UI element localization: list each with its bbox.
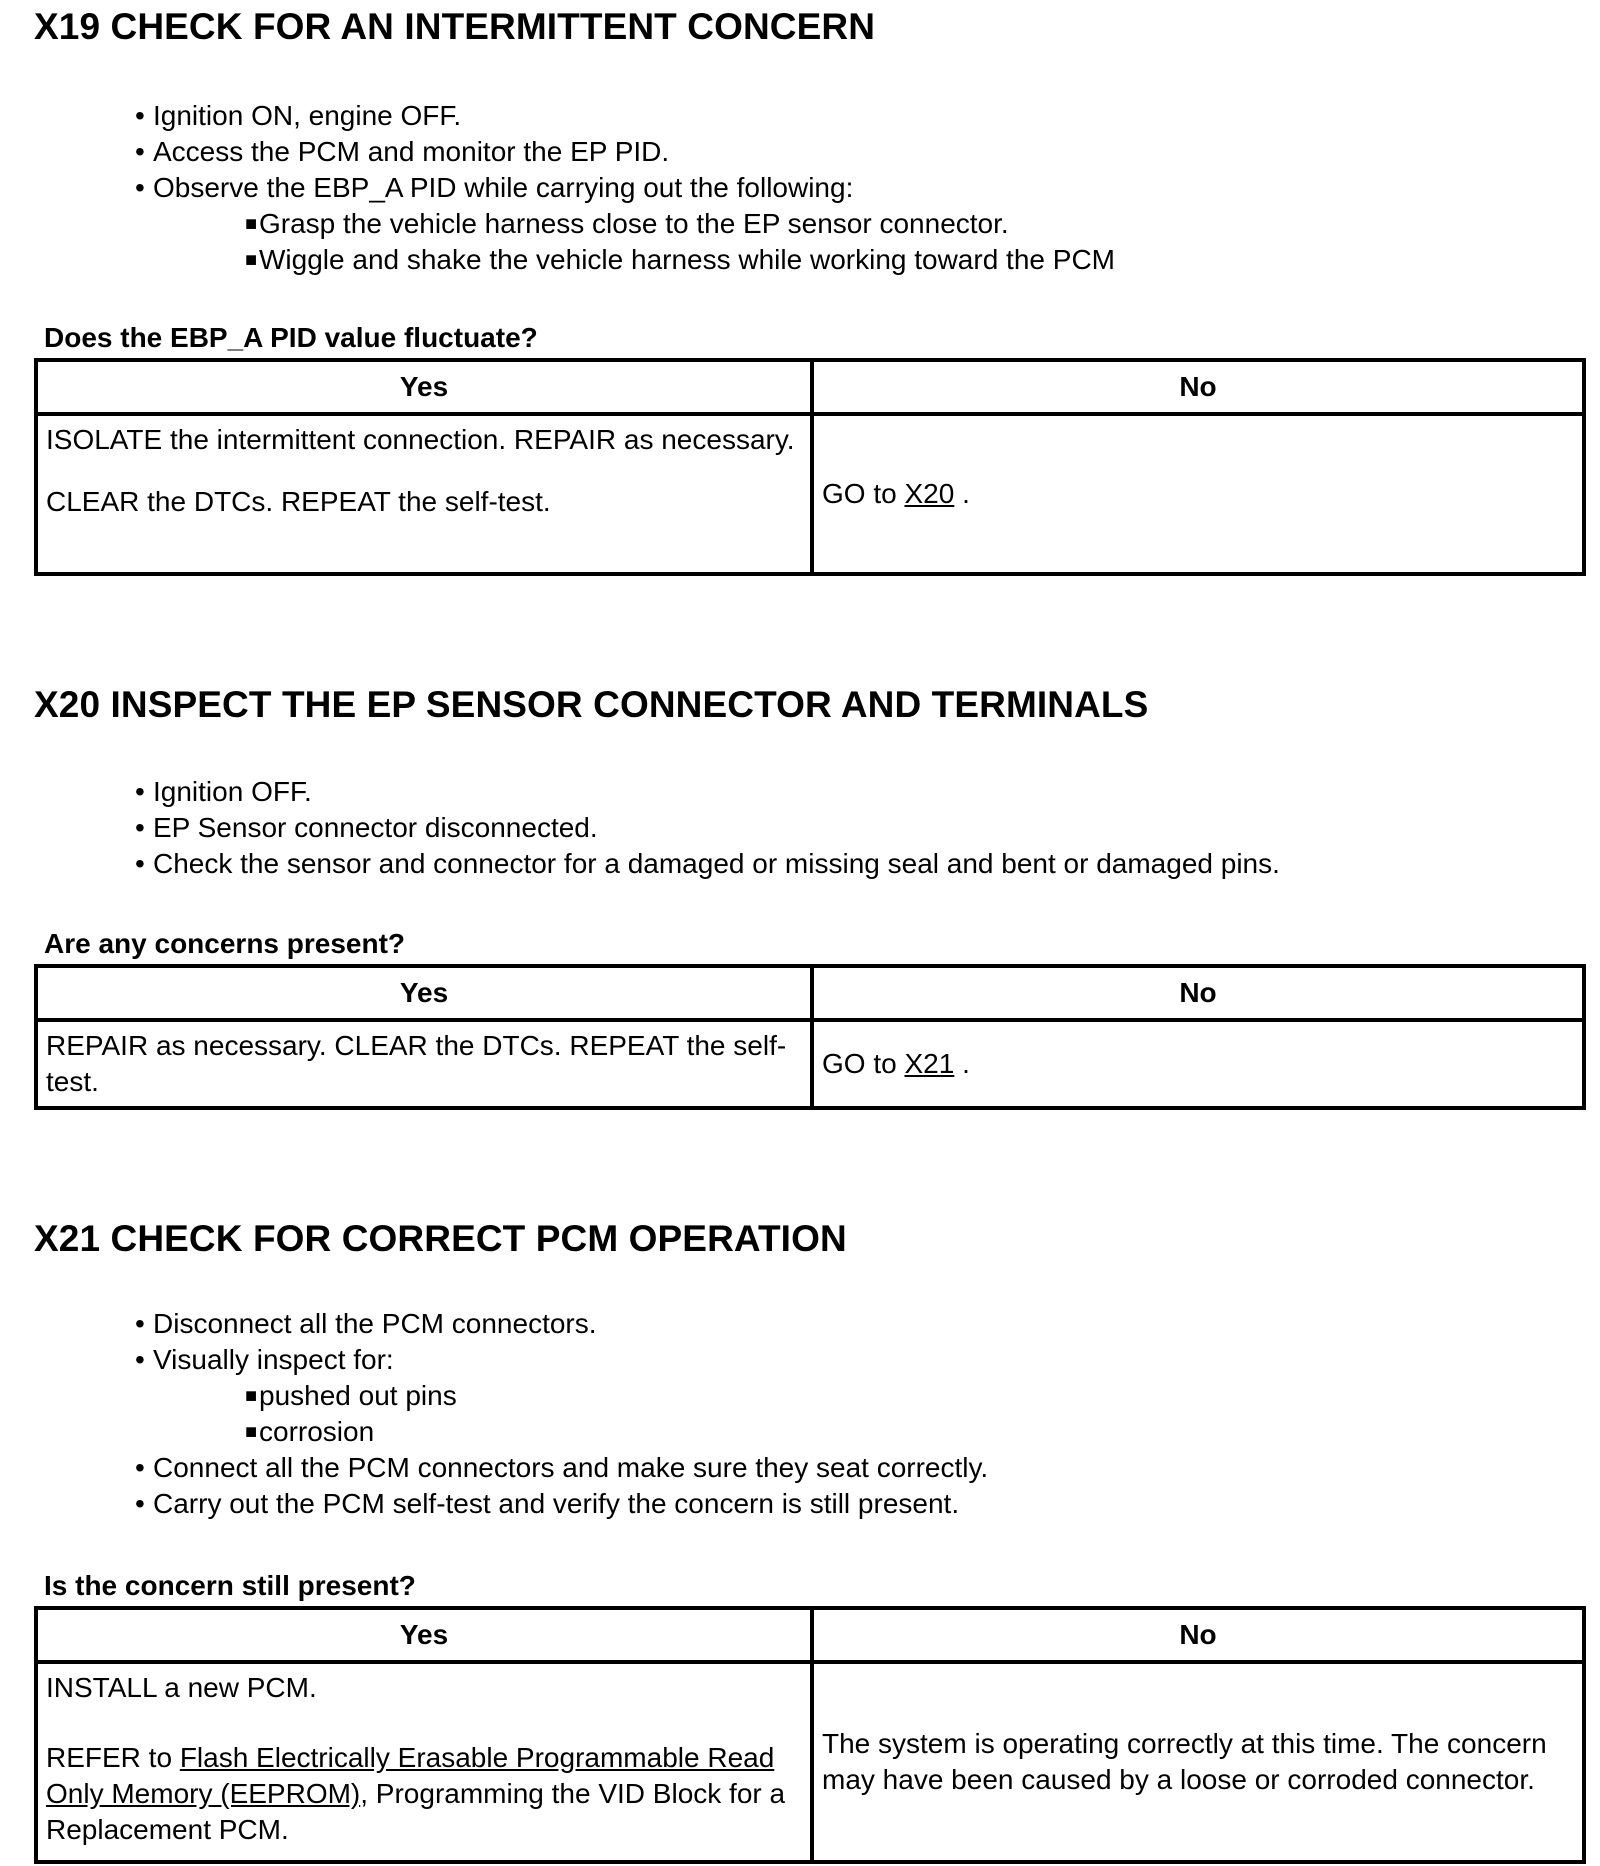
square-bullet-icon: ■: [245, 1421, 258, 1443]
step-title: X19 CHECK FOR AN INTERMITTENT CONCERN: [34, 6, 876, 47]
step-x20-instructions: [135, 774, 1280, 882]
bullet-dot-icon: •: [135, 136, 145, 167]
bullet-dot-icon: •: [135, 1488, 145, 1519]
bullet-item: • Observe the EBP_A PID while carrying out the following:: [135, 170, 1115, 206]
step-x21-question: Is the concern still present?: [44, 1570, 416, 1601]
yes-header: Yes: [36, 360, 812, 414]
bullet-item: • Connect all the PCM connectors and make sure they seat correctly.: [135, 1450, 988, 1486]
step-x19-question: Does the EBP_A PID value fluctuate?: [44, 322, 538, 353]
bullet-dot-icon: •: [135, 812, 145, 843]
bullet-dot-icon: •: [135, 848, 145, 879]
no-header: No: [812, 360, 1584, 414]
bullet-dot-icon: •: [135, 1452, 145, 1483]
no-suffix: .: [962, 478, 970, 509]
yes-instruction: CLEAR the DTCs. REPEAT the self-test.: [46, 486, 551, 517]
bullet-item: • Disconnect all the PCM connectors.: [135, 1306, 988, 1342]
sub-bullet-item: ■corrosion: [135, 1414, 988, 1450]
square-bullet-icon: ■: [245, 213, 258, 235]
refer-suffix: , Programming the VID Block for a Replacement PCM.: [46, 1778, 786, 1845]
step-x21: [34, 1218, 1589, 1261]
bullet-dot-icon: •: [135, 1308, 145, 1339]
yes-cell: [36, 1020, 812, 1108]
yes-refer-instruction: [46, 1740, 802, 1848]
go-to-x21-link[interactable]: X21: [904, 1048, 955, 1079]
step-x19: [34, 6, 1589, 49]
step-x19-instructions: [135, 98, 1115, 278]
step-x19-answer-table: [34, 358, 1586, 576]
bullet-item: • Visually inspect for:: [135, 1342, 988, 1378]
refer-prefix: REFER to: [46, 1742, 173, 1773]
bullet-dot-icon: •: [135, 172, 145, 203]
no-suffix: .: [962, 1048, 970, 1079]
sub-bullet-item: ■pushed out pins: [135, 1378, 988, 1414]
step-x20: [34, 684, 1589, 727]
step-x20-question: Are any concerns present?: [44, 928, 406, 959]
bullet-dot-icon: •: [135, 776, 145, 807]
step-x20-answer-table: [34, 964, 1586, 1110]
no-instruction: The system is operating correctly at this time. The concern may have been caused by a loose or corroded connector.: [822, 1728, 1547, 1795]
bullet-dot-icon: •: [135, 1344, 145, 1375]
bullet-dot-icon: •: [135, 100, 145, 131]
step-title: X21 CHECK FOR CORRECT PCM OPERATION: [34, 1218, 847, 1259]
yes-instruction: INSTALL a new PCM.: [46, 1672, 317, 1703]
no-header: No: [812, 966, 1584, 1020]
step-x21-answer-table: [34, 1606, 1586, 1864]
yes-instruction: REPAIR as necessary. CLEAR the DTCs. REPEAT the self-test.: [46, 1030, 787, 1097]
go-to-x20-link[interactable]: X20: [904, 478, 955, 509]
sub-bullet-item: ■Grasp the vehicle harness close to the EP sensor connector.: [135, 206, 1115, 242]
bullet-item: • Ignition ON, engine OFF.: [135, 98, 1115, 134]
sub-bullet-item: ■Wiggle and shake the vehicle harness while working toward the PCM: [135, 242, 1115, 278]
yes-cell: [36, 414, 812, 574]
no-cell: [812, 1662, 1584, 1862]
step-title: X20 INSPECT THE EP SENSOR CONNECTOR AND TERMINALS: [34, 684, 1149, 725]
bullet-item: • EP Sensor connector disconnected.: [135, 810, 1280, 846]
yes-cell: [36, 1662, 812, 1862]
yes-header: Yes: [36, 1608, 812, 1662]
no-go-to-label: GO to: [822, 1048, 897, 1079]
step-x21-instructions: [135, 1306, 988, 1522]
square-bullet-icon: ■: [245, 1385, 258, 1407]
no-cell: [812, 414, 1584, 574]
yes-instruction: ISOLATE the intermittent connection. REPAIR as necessary.: [46, 424, 795, 455]
bullet-item: • Check the sensor and connector for a damaged or missing seal and bent or damaged pins.: [135, 846, 1280, 882]
bullet-item: • Access the PCM and monitor the EP PID.: [135, 134, 1115, 170]
eeprom-programming-link[interactable]: Flash Electrically Erasable Programmable Read Only Memory (EEPROM): [46, 1742, 775, 1809]
no-header: No: [812, 1608, 1584, 1662]
bullet-item: • Ignition OFF.: [135, 774, 1280, 810]
no-go-to-label: GO to: [822, 478, 897, 509]
square-bullet-icon: ■: [245, 249, 258, 271]
bullet-item: • Carry out the PCM self-test and verify the concern is still present.: [135, 1486, 988, 1522]
yes-header: Yes: [36, 966, 812, 1020]
no-cell: [812, 1020, 1584, 1108]
